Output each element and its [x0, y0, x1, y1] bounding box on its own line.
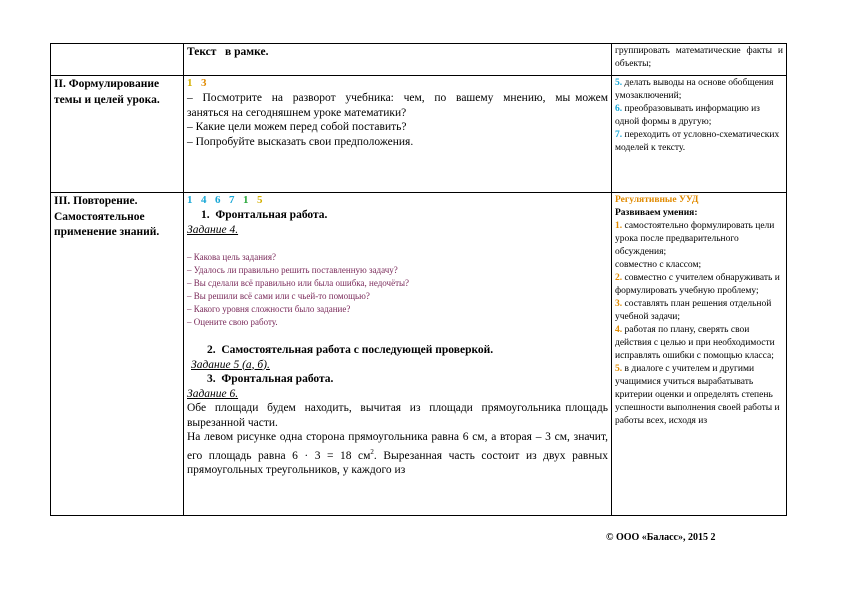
lesson-table	[50, 43, 787, 516]
skill-item	[615, 272, 783, 298]
slide-number: 1	[243, 194, 250, 206]
task-label: Задание 6.	[187, 387, 239, 400]
skill-item	[615, 220, 783, 259]
skills-cell	[612, 193, 787, 516]
prompt-line: – Попробуйте высказать свои предположения.	[187, 135, 414, 148]
solution-paragraph: Обе площади будем находить, вычитая из площади прямоугольника площадь вырезанной части.	[187, 402, 611, 429]
table-row	[51, 76, 787, 193]
skill-number: 3.	[615, 299, 623, 309]
solution-paragraph	[187, 430, 608, 477]
skill-number: 6.	[615, 104, 623, 114]
skill-item	[615, 129, 783, 155]
stage-title: III. Повторение. Самостоятельное применение знаний.	[54, 195, 160, 238]
stage-cell	[51, 76, 184, 193]
work-item-title: 3. Фронтальная работа.	[207, 373, 334, 385]
skill-number: 2.	[615, 273, 623, 283]
prompt-line: – Посмотрите на разворот учебника: чем, по вашему мнению, мы можем заняться на сегодняшнем уроке математики?	[187, 92, 611, 119]
skill-number: 5.	[615, 78, 623, 88]
solution-text: . Вырезанная часть состоит из двух равных прямоугольных треугольников, у каждого из	[187, 449, 608, 476]
skill-number: 1.	[615, 221, 623, 231]
skill-item	[615, 298, 783, 324]
skill-item	[615, 77, 783, 103]
skill-text: преобразовывать информацию из одной формы в другую;	[615, 104, 760, 127]
work-item-title: 2. Самостоятельная работа с последующей проверкой.	[207, 344, 494, 356]
content-cell	[184, 44, 612, 76]
table-row	[51, 44, 787, 76]
skill-text: переходить от условно-схематических моделей к тексту.	[615, 130, 780, 153]
table-row	[51, 193, 787, 516]
skill-text: совместно с классом;	[615, 260, 702, 270]
content-cell	[184, 193, 612, 516]
slide-number: 7	[229, 194, 236, 206]
slide-number: 1	[187, 194, 194, 206]
slide-numbers	[187, 194, 608, 208]
stage-cell	[51, 193, 184, 516]
skill-number: 4.	[615, 325, 623, 335]
skill-text: самостоятельно формулировать цели урока после предварительного обсуждения;	[615, 221, 775, 257]
content-cell	[184, 76, 612, 193]
frame-text-label: Текст в рамке.	[187, 46, 269, 58]
uud-title: Регулятивные УУД	[615, 195, 699, 205]
slide-number: 3	[201, 77, 208, 89]
skill-item	[615, 103, 783, 129]
skills-cell	[612, 76, 787, 193]
skill-number: 5.	[615, 364, 623, 374]
slide-number: 6	[215, 194, 222, 206]
question-line: – Оцените свою работу.	[187, 317, 278, 327]
copyright-footer: © ООО «Баласс», 2015 2	[606, 532, 716, 543]
question-line: – Удалось ли правильно решить поставленную задачу?	[187, 265, 398, 275]
superscript: 2	[370, 447, 374, 456]
skill-text: группировать математические факты и объекты;	[615, 46, 783, 69]
skill-item	[615, 259, 783, 272]
skill-item	[615, 363, 783, 428]
question-line: – Вы сделали всё правильно или была ошибка, недочёты?	[187, 278, 410, 288]
question-line: – Какова цель задания?	[187, 252, 276, 262]
prompt-line: – Какие цели можем перед собой поставить?	[187, 121, 407, 133]
skill-item	[615, 324, 783, 363]
question-line: – Вы решили всё сами или с чьей-то помощью?	[187, 291, 370, 301]
task-label: Задание 4.	[187, 223, 239, 236]
slide-number: 5	[257, 194, 264, 206]
slide-numbers	[187, 77, 608, 91]
skills-cell	[612, 44, 787, 76]
slide-number: 1	[187, 77, 194, 89]
skill-text: составлять план решения отдельной учебной задачи;	[615, 299, 772, 322]
question-line: – Какого уровня сложности было задание?	[187, 304, 351, 314]
stage-cell	[51, 44, 184, 76]
skill-text: совместно с учителем обнаруживать и формулировать учебную проблему;	[615, 273, 780, 296]
skill-text: в диалоге с учителем и другими учащимися учиться вырабатывать критерии оценки и определять степень успешности выполнения своей работы и работы всех, исходя из	[615, 364, 780, 426]
uud-subtitle: Развиваем умения:	[615, 208, 698, 218]
skill-text: работая по плану, сверять свои действия с целью и при необходимости исправлять ошибки с помощью класса;	[615, 325, 775, 361]
slide-number: 4	[201, 194, 208, 206]
solution-text: На левом рисунке одна сторона прямоугольника равна 6 см, а вторая – 3 см, значит, его площадь равна 6 · 3 = 18 см	[187, 431, 608, 462]
skill-text: делать выводы на основе обобщения умозаключений;	[615, 78, 774, 101]
skill-number: 7.	[615, 130, 623, 140]
task-label: Задание 5 (а, б).	[191, 358, 270, 371]
work-item-title: 1. Фронтальная работа.	[201, 209, 328, 221]
stage-title: II. Формулирование темы и целей урока.	[54, 78, 160, 106]
